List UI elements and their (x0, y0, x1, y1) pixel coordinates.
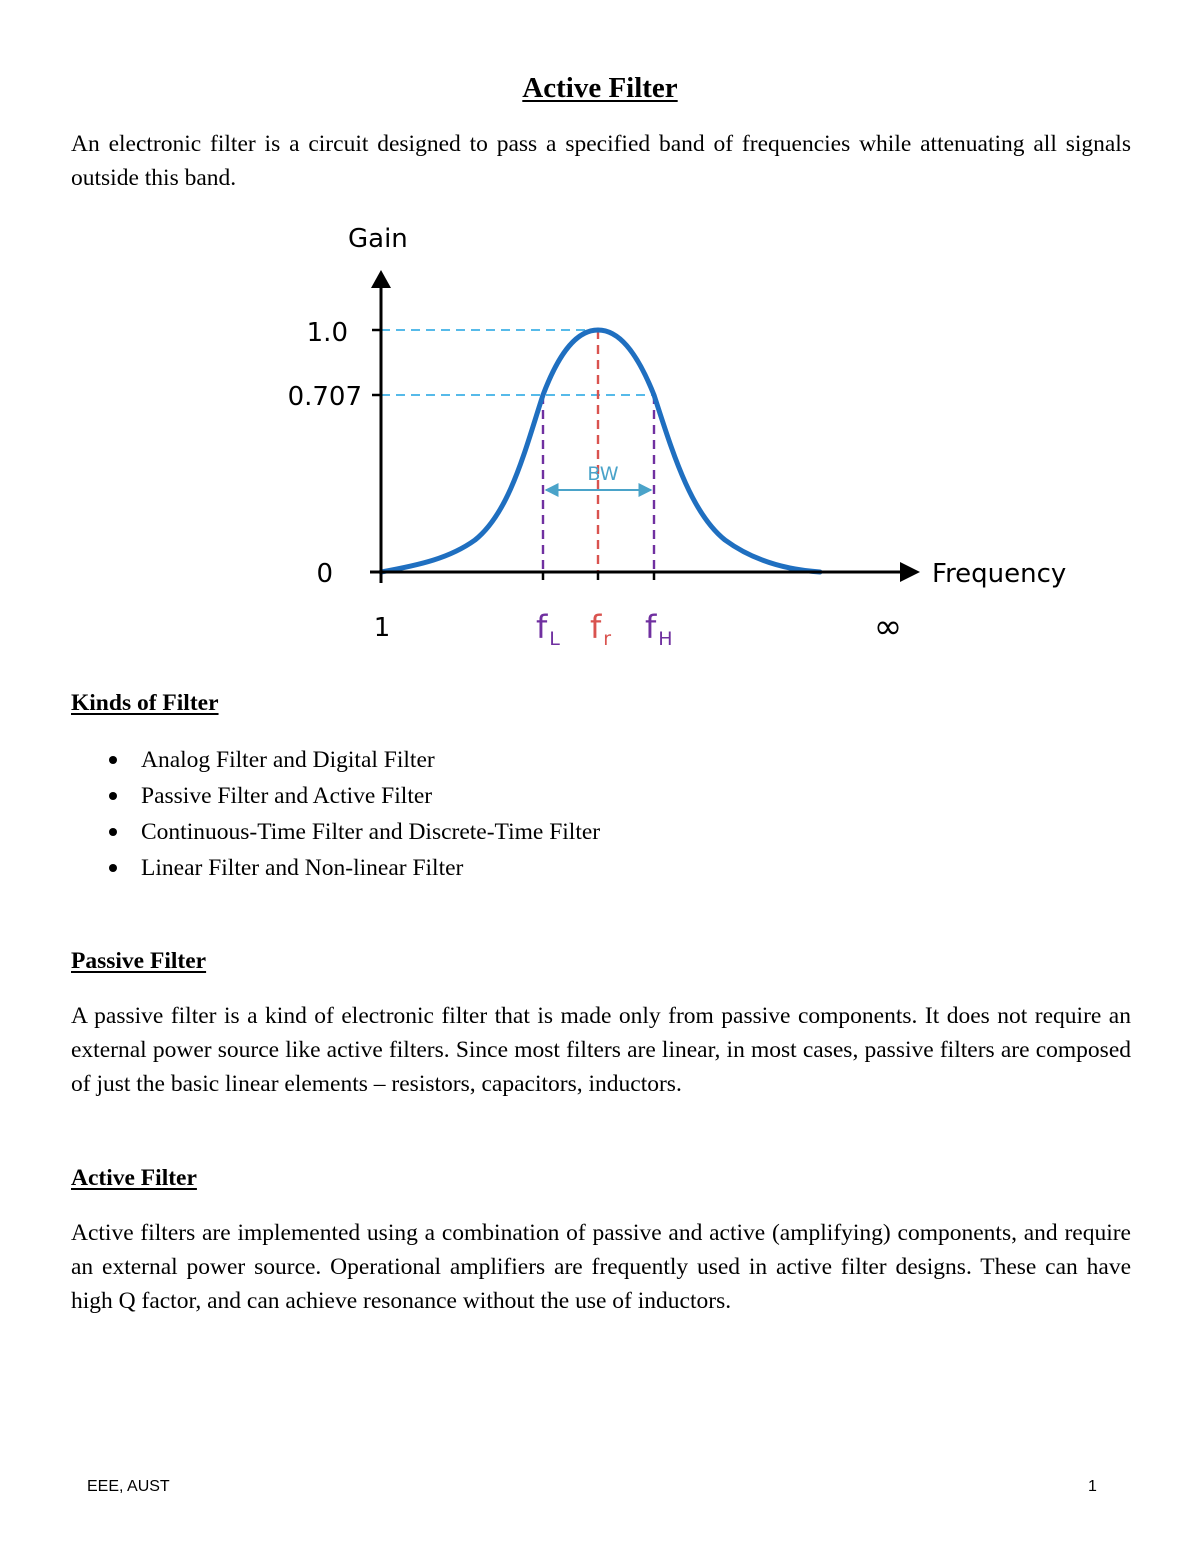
kinds-list (71, 742, 600, 886)
list-item: Analog Filter and Digital Filter (71, 742, 600, 778)
bullet-icon (109, 864, 117, 872)
f-high-label: f $_H$ (645, 608, 673, 650)
response-curve (381, 330, 820, 572)
active-heading: Active Filter (71, 1165, 197, 1191)
x-end-label: ∞ (873, 607, 903, 647)
gain-label-1: 1.0 (306, 318, 348, 348)
active-paragraph: Active filters are implemented using a combination of passive and active (amplifying) components, and require an external power source. Operational amplifiers are frequently used in active filter designs. These can have high Q factor, and can achieve resonance without the use of inductors. (71, 1220, 1131, 1314)
f-res-label: f $_r$ (590, 608, 612, 650)
bullet-icon (109, 828, 117, 836)
passive-paragraph: A passive filter is a kind of electronic filter that is made only from passive components. It does not require an external power source like active filters. Since most filters are linear, in most cases, passive filters are composed of just the basic linear elements – resistors, capacitors, inductors. (71, 1003, 1131, 1097)
footer-left: EEE, AUST (87, 1478, 170, 1495)
gain-label-0707: 0.707 (287, 382, 362, 412)
bandpass-response-diagram (0, 200, 1200, 670)
x-axis-label: Frequency (932, 559, 1067, 589)
page-number: 1 (1088, 1478, 1097, 1495)
list-item: Linear Filter and Non-linear Filter (71, 850, 600, 886)
bullet-icon (109, 792, 117, 800)
gain-label-0: 0 (316, 559, 333, 589)
list-item: Continuous-Time Filter and Discrete-Time Filter (71, 814, 600, 850)
x-start-label: 1 (373, 613, 391, 643)
list-item: Passive Filter and Active Filter (71, 778, 600, 814)
kinds-heading: Kinds of Filter (71, 690, 219, 716)
intro-paragraph: An electronic filter is a circuit designed to pass a specified band of frequencies while attenuating all signals outside this band. (71, 131, 1131, 191)
bandwidth-label: BW (587, 463, 619, 485)
bullet-icon (109, 756, 117, 764)
x-axis-arrowhead (900, 562, 920, 582)
y-axis-arrowhead (371, 270, 391, 288)
y-axis-label: Gain (348, 224, 408, 254)
passive-heading: Passive Filter (71, 948, 207, 974)
page-title: Active Filter (522, 72, 678, 104)
f-low-label: f $_L$ (536, 608, 560, 650)
